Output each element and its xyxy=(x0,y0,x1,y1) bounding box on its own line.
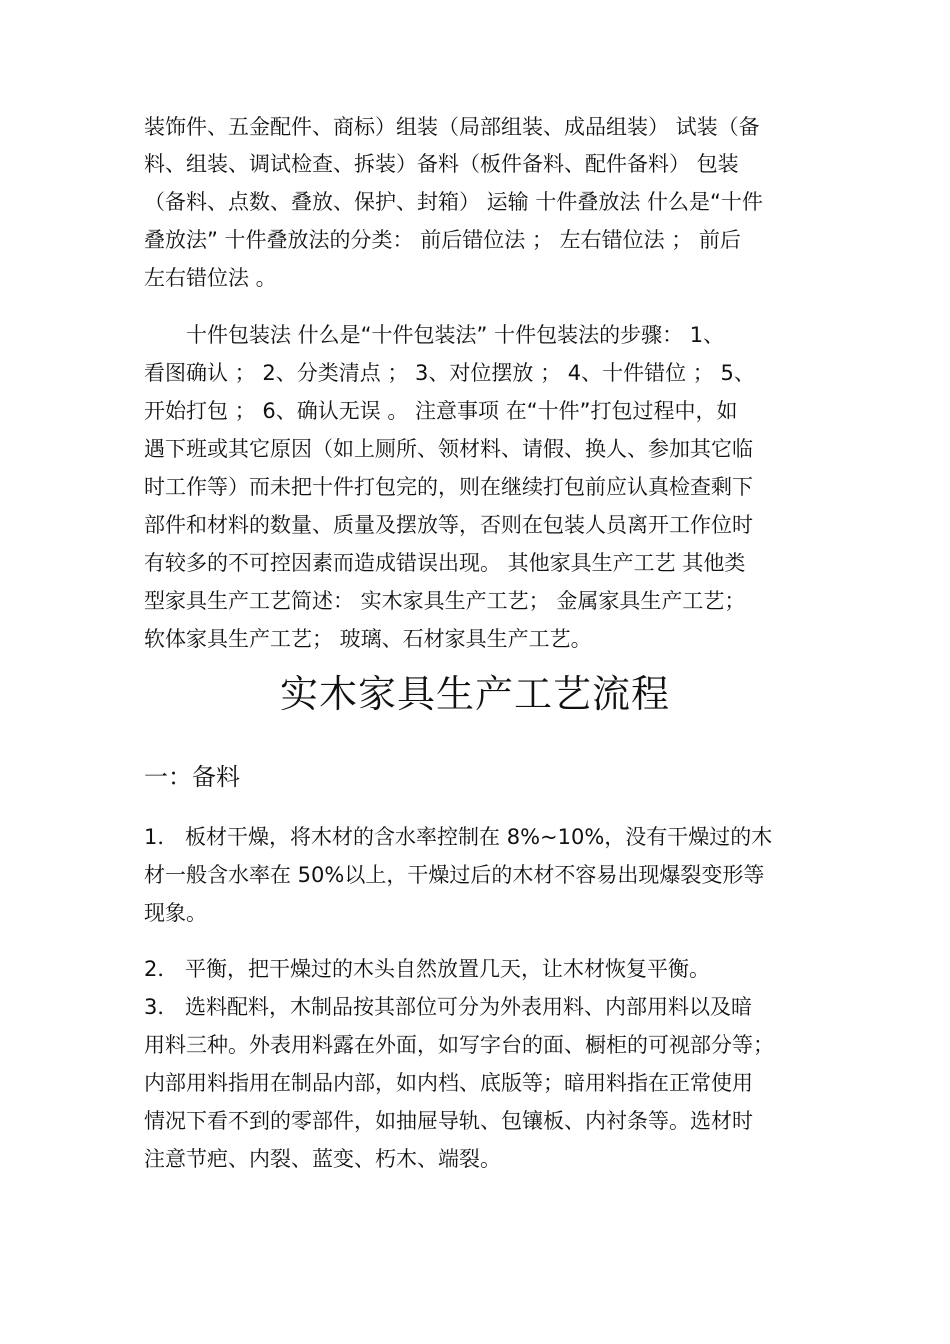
text-line: 注意节疤、内裂、蓝变、朽木、端裂。 xyxy=(144,1147,501,1171)
text-line: 叠放法” 十件叠放法的分类： 前后错位法 ； 左右错位法 ； 前后 xyxy=(144,228,741,252)
text-line: 部件和材料的数量、质量及摆放等，否则在包装人员离开工作位时 xyxy=(144,513,753,537)
text-line: 看图确认 ； 2、分类清点 ； 3、对位摆放 ； 4、十件错位 ； 5、 xyxy=(144,361,755,385)
text-line: 2． 平衡，把干燥过的木头自然放置几天，让木材恢复平衡。 xyxy=(144,957,711,981)
text-line: 材一般含水率在 50%以上，干燥过后的木材不容易出现爆裂变形等 xyxy=(144,863,765,887)
text-line: （备料、点数、叠放、保护、封箱） 运输 十件叠放法 什么是“十件 xyxy=(144,190,763,214)
text-line: 有较多的不可控因素而造成错误出现。 其他家具生产工艺 其他类 xyxy=(144,551,746,575)
text-line: 型家具生产工艺简述： 实木家具生产工艺； 金属家具生产工艺； xyxy=(144,589,746,613)
text-line: 软体家具生产工艺； 玻璃、石材家具生产工艺。 xyxy=(144,627,592,651)
text-line: 用料三种。外表用料露在外面，如写字台的面、橱柜的可视部分等； xyxy=(144,1033,774,1057)
text-line: 十件包装法 什么是“十件包装法” 十件包装法的步骤： 1、 xyxy=(186,323,725,347)
text-line: 内部用料指用在制品内部，如内档、底版等；暗用料指在正常使用 xyxy=(144,1071,753,1095)
text-line: 情况下看不到的零部件，如抽屉导轨、包镶板、内衬条等。选材时 xyxy=(144,1109,753,1133)
text-line: 开始打包 ； 6、确认无误 。 注意事项 在“十件”打包过程中，如 xyxy=(144,399,738,423)
text-line: 3． 选料配料，木制品按其部位可分为外表用料、内部用料以及暗 xyxy=(144,995,753,1019)
text-line: 遇下班或其它原因（如上厕所、领材料、请假、换人、参加其它临 xyxy=(144,437,753,461)
document-title: 实木家具生产工艺流程 xyxy=(279,672,670,716)
text-line: 现象。 xyxy=(144,901,207,925)
text-line: 1． 板材干燥，将木材的含水率控制在 8%~10%，没有干燥过的木 xyxy=(144,825,773,849)
section-heading: 一：备料 xyxy=(144,763,240,791)
text-line: 料、组装、调试检查、拆装）备料（板件备料、配件备料） 包装 xyxy=(144,152,739,176)
text-line: 时工作等）而未把十件打包完的，则在继续打包前应认真检查剩下 xyxy=(144,475,753,499)
text-line: 装饰件、五金配件、商标）组装（局部组装、成品组装） 试装（备 xyxy=(144,115,760,139)
text-line: 左右错位法 。 xyxy=(144,266,277,290)
